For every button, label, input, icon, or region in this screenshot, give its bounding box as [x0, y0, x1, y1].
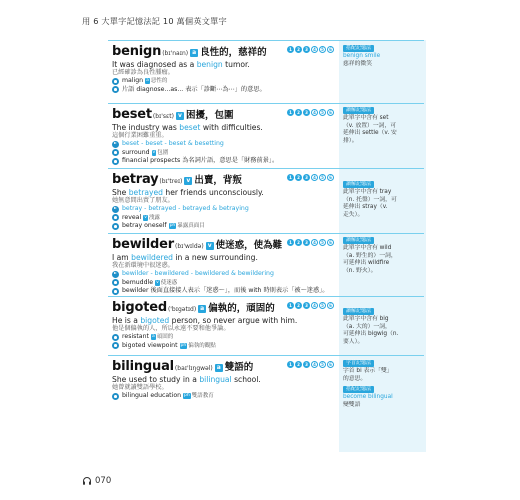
level-dot: 1 — [287, 109, 294, 116]
level-dot: 3 — [303, 361, 310, 368]
level-dot: 2 — [295, 109, 302, 116]
related-tag: a — [146, 78, 149, 84]
level-dot: 2 — [295, 46, 302, 53]
related-word: bemuddle — [122, 278, 154, 286]
related-meaning: 偏執的觀點 — [188, 342, 216, 349]
level-dot: 6 — [327, 46, 334, 53]
memory-tip-title: 讀解記憶法 — [343, 308, 374, 315]
bullet-icon — [112, 393, 119, 400]
headword: beset — [112, 107, 152, 122]
example-highlight: bilingual — [199, 375, 232, 384]
example-text: with difficulties. — [200, 123, 263, 132]
related-tag: v — [144, 214, 147, 220]
bullet-icon — [112, 334, 119, 341]
memory-tip-title: 讀解記憶法 — [343, 107, 374, 114]
word-entry — [108, 103, 424, 168]
related-word: bilingual education — [122, 392, 182, 399]
level-dot: 3 — [303, 239, 310, 246]
phonetic: ('bɪgətɪd) — [167, 306, 197, 313]
related-meaning: 惡性的 — [150, 78, 168, 84]
phonetic: (bɪ'wɪldə) — [174, 243, 204, 250]
related-word: bewilder 後面直接接人表示「迷惑～」，而後 with 時則表示「被～迷惑」。 — [122, 287, 329, 294]
memory-tip-text: 字首 bi 表示「雙」 的意思。 — [343, 368, 393, 382]
level-dot: 1 — [287, 46, 294, 53]
example-text: school. — [231, 375, 261, 384]
word-entry — [108, 355, 424, 415]
related-word: resistant — [122, 333, 149, 340]
example-highlight: benign — [196, 60, 223, 69]
related-item — [112, 86, 424, 95]
bullet-icon — [112, 158, 119, 165]
related-item — [112, 287, 424, 296]
memory-tip-text: 此單字中含有 big （a. 大的）一詞， 可延伸出 bigwig（n. 要人）。 — [343, 316, 399, 345]
level-indicator — [287, 174, 334, 181]
memory-tip-text: 此單字中含有 wild （a. 野生的）一詞， 可延伸出 wildfire （n. 野火）。 — [343, 245, 397, 274]
related-tag: ph — [169, 223, 176, 229]
level-dot: 6 — [327, 302, 334, 309]
bullet-icon — [112, 86, 119, 93]
headword: benign — [112, 44, 162, 59]
related-meaning: 使迷惑 — [160, 279, 178, 286]
level-dot: 5 — [319, 174, 326, 181]
phonetic: (bɪ'treɪ) — [159, 178, 183, 185]
related-word: surround — [122, 148, 150, 156]
level-dot: 5 — [319, 109, 326, 116]
headword: bilingual — [112, 359, 174, 374]
level-dot: 1 — [287, 239, 294, 246]
page-footer — [82, 476, 111, 486]
page-number: 070 — [95, 476, 112, 486]
memory-tip — [343, 237, 427, 275]
memory-tip-title: 讀解記憶法 — [343, 237, 374, 244]
memory-tip-text: 此單字中含有 set （v. 放置）一詞，可 延伸出 settle（v. 安 排）。 — [343, 115, 397, 144]
part-of-speech-badge: v — [206, 242, 214, 250]
related-meaning: 包圍 — [157, 149, 169, 156]
memory-tip — [343, 360, 427, 409]
level-dot: 3 — [303, 109, 310, 116]
level-dot: 4 — [311, 361, 318, 368]
level-dot: 5 — [319, 46, 326, 53]
chinese-meaning: 困擾，包圍 — [186, 110, 234, 121]
example-chinese: 我在新環境中很迷惑。 — [112, 262, 174, 269]
part-of-speech-badge: v — [184, 177, 192, 185]
level-dot: 5 — [319, 361, 326, 368]
related-tag: v — [156, 279, 159, 285]
memory-tip-line: become bilingual — [343, 394, 393, 401]
bullet-icon — [112, 279, 119, 286]
example-chinese: 他是個偏執的人，所以永遠不要和他爭論。 — [112, 325, 230, 332]
chinese-meaning: 雙語的 — [224, 362, 254, 373]
example-chinese: 這個行業困難重重。 — [112, 132, 168, 139]
related-meaning: 雙語教育 — [191, 393, 214, 399]
related-item — [112, 77, 424, 86]
level-dot: 2 — [295, 361, 302, 368]
memory-tip-text: 此單字中含有 tray （n. 托盤）一詞，可 延伸出 stray（v. 走失）。 — [343, 189, 397, 218]
related-item — [112, 222, 424, 231]
example-chinese: 她無意間出賣了朋友。 — [112, 197, 174, 204]
headphone-icon — [82, 476, 92, 486]
memory-tip — [343, 45, 427, 68]
example-text: person, so never argue with him. — [169, 316, 298, 325]
example-text: She used to study in a — [112, 375, 200, 384]
related-word: bigoted viewpoint — [122, 341, 178, 349]
level-indicator — [287, 302, 334, 309]
memory-tip-line: 慈祥的微笑 — [343, 60, 372, 67]
memory-tip-title: 搭配記憶法 — [343, 45, 374, 52]
word-entry — [108, 40, 424, 103]
arrow-icon — [112, 271, 119, 278]
level-dot: 4 — [311, 174, 318, 181]
verb-forms-text: beset - beset - beset & besetting — [122, 140, 224, 147]
level-dot: 6 — [327, 109, 334, 116]
example-text: He is a — [112, 316, 141, 325]
memory-tip — [343, 308, 427, 346]
bullet-icon — [112, 78, 119, 85]
example-text: her friends unconsciously. — [162, 188, 264, 197]
related-word: reveal — [122, 213, 142, 221]
related-word: betray oneself — [122, 222, 167, 229]
related-meaning: 暴露真面目 — [177, 223, 205, 229]
word-entry — [108, 233, 424, 296]
chinese-meaning: 偏執的，頑固的 — [208, 303, 275, 314]
example-text: tumor. — [222, 60, 250, 69]
level-dot: 1 — [287, 174, 294, 181]
related-word: malign — [122, 77, 144, 84]
word-entry — [108, 168, 424, 233]
part-of-speech-badge: v — [176, 112, 184, 120]
word-entry — [108, 296, 424, 355]
chinese-meaning: 使迷惑，使為難 — [215, 240, 283, 251]
example-chinese: 她曾就讀雙語學校。 — [112, 384, 168, 391]
memory-tip-title: 字首記憶法 — [343, 360, 374, 367]
related-item — [112, 157, 424, 166]
related-tag: ph — [184, 393, 190, 399]
level-dot: 1 — [287, 302, 294, 309]
memory-tip — [343, 107, 427, 145]
bullet-icon — [112, 214, 119, 221]
example-highlight: bewildered — [131, 253, 173, 262]
related-meaning: 洩露 — [148, 214, 160, 221]
level-dot: 4 — [311, 46, 318, 53]
level-dot: 6 — [327, 239, 334, 246]
level-dot: 3 — [303, 46, 310, 53]
part-of-speech-badge: a — [192, 49, 197, 56]
phonetic: (baɪ'lɪŋgwəl) — [174, 365, 213, 372]
part-of-speech-badge: a — [216, 364, 221, 371]
chinese-meaning: 出賣，背叛 — [194, 175, 242, 186]
memory-tip-title: 搭配記憶法 — [343, 386, 374, 393]
level-dot: 3 — [303, 302, 310, 309]
page-header: 用 6 大單字記憶法記 10 萬個英文單字 — [82, 16, 227, 26]
headword: betray — [112, 172, 159, 187]
level-dot: 6 — [327, 361, 334, 368]
level-dot: 6 — [327, 174, 334, 181]
bullet-icon — [112, 288, 119, 295]
related-item — [112, 149, 424, 158]
bullet-icon — [112, 149, 119, 156]
memory-tip — [343, 181, 427, 219]
related-tag: a — [151, 334, 155, 340]
level-dot: 2 — [295, 302, 302, 309]
example-highlight: betrayed — [128, 188, 163, 197]
headword: bigoted — [112, 300, 167, 315]
example-text: in a new surrounding. — [173, 253, 258, 262]
memory-tip-line: benign smile — [343, 53, 381, 59]
level-dot: 1 — [287, 361, 294, 368]
example-text: The industry was — [112, 123, 180, 132]
related-item — [112, 279, 424, 288]
related-word: 片語 diagnose...as... 表示「診斷⋯為⋯」的意思。 — [122, 85, 266, 93]
example-highlight: bigoted — [140, 316, 170, 325]
arrow-icon — [112, 206, 119, 213]
example-text: It was diagnosed as a — [112, 60, 197, 69]
phonetic: (bɪ'naɪn) — [162, 50, 189, 57]
level-indicator — [287, 109, 334, 116]
word-entries — [108, 40, 424, 415]
example-chinese: 已經確診為良性腫瘤。 — [112, 69, 174, 76]
level-dot: 5 — [319, 239, 326, 246]
level-dot: 4 — [311, 109, 318, 116]
level-dot: 2 — [295, 174, 302, 181]
verb-forms-text: bewilder - bewildered - bewildered & bewildering — [122, 270, 274, 277]
example-text: She — [112, 188, 129, 197]
phonetic: (bɪ'sɛt) — [152, 113, 174, 120]
example-text: I am — [112, 253, 132, 262]
level-dot: 2 — [295, 239, 302, 246]
verb-forms-text: betray - betrayed - betrayed & betraying — [122, 205, 249, 212]
example-highlight: beset — [179, 123, 201, 132]
level-dot: 3 — [303, 174, 310, 181]
related-word: financial prospects 為名詞片語，意思是「財務前景」。 — [122, 157, 279, 164]
related-tag: ph — [180, 342, 187, 348]
memory-tip-line: 變雙語 — [343, 401, 361, 408]
related-tag: v — [152, 149, 156, 155]
bullet-icon — [112, 223, 119, 230]
chinese-meaning: 良性的，慈祥的 — [200, 47, 267, 58]
level-indicator — [287, 46, 334, 53]
level-dot: 4 — [311, 302, 318, 309]
level-dot: 5 — [319, 302, 326, 309]
memory-tip-title: 讀解記憶法 — [343, 181, 374, 188]
level-indicator — [287, 361, 334, 368]
arrow-icon — [112, 141, 119, 148]
headword: bewilder — [112, 237, 174, 252]
level-dot: 4 — [311, 239, 318, 246]
related-meaning: 頑固的 — [156, 334, 174, 340]
part-of-speech-badge: a — [200, 305, 205, 312]
bullet-icon — [112, 342, 119, 349]
level-indicator — [287, 239, 334, 246]
